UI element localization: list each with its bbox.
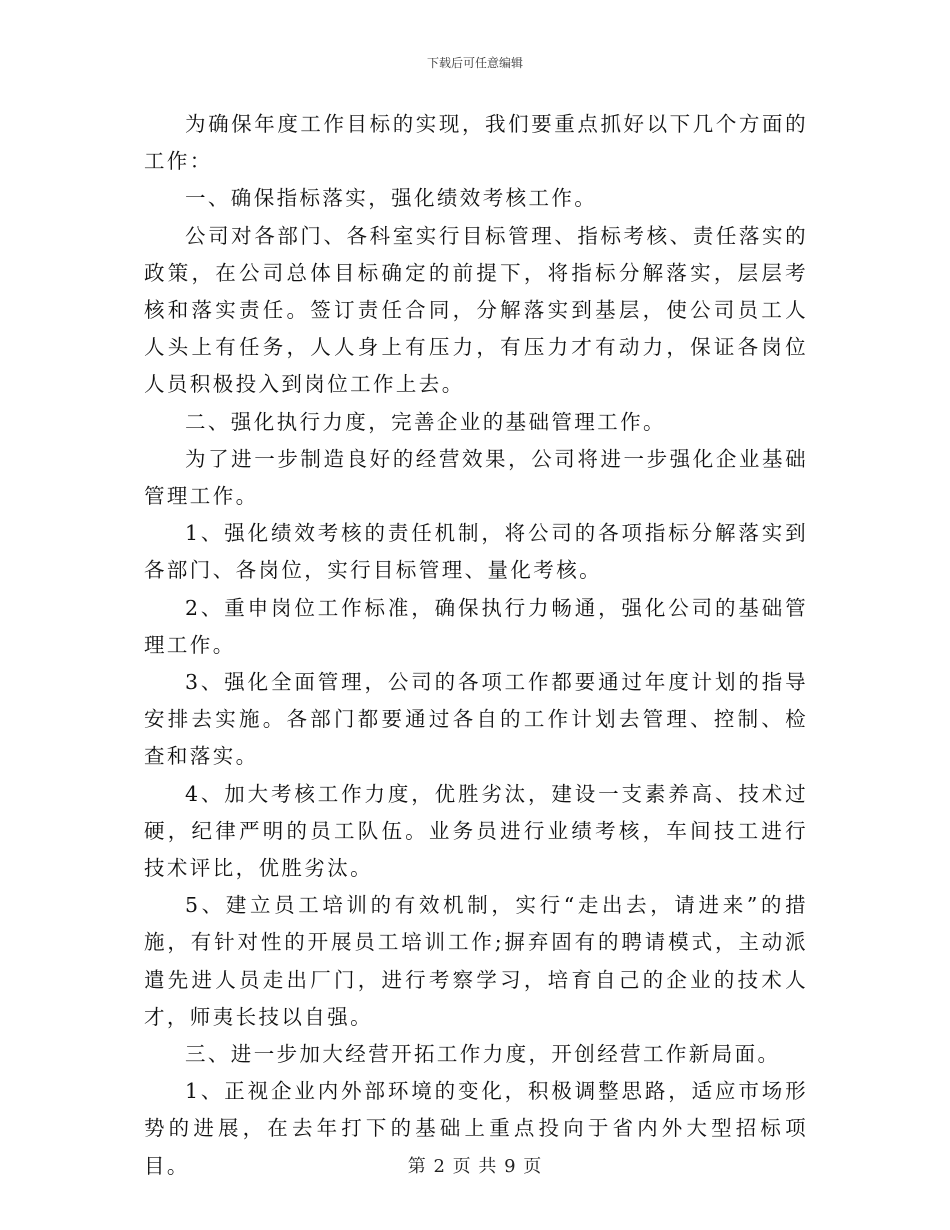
paragraph-intro: 为确保年度工作目标的实现，我们要重点抓好以下几个方面的工作： xyxy=(144,112,808,174)
paragraph: 为了进一步制造良好的经营效果，公司将进一步强化企业基础管理工作。 xyxy=(144,446,808,509)
section-heading-2: 二、强化执行力度，完善企业的基础管理工作。 xyxy=(185,409,666,434)
list-item: 1、正视企业内外部环境的变化，积极调整思路，适应市场形势的进展，在去年打下的基础上重点投向于省内外大型招标项目。 xyxy=(144,1079,808,1178)
document-body xyxy=(144,106,808,1185)
page-header-note: 下载后可任意编辑 xyxy=(426,56,523,70)
page-number: 第 2 页 共 9 页 xyxy=(407,1156,543,1177)
list-item: 3、强化全面管理，公司的各项工作都要通过年度计划的指导安排去实施。各部门都要通过各自的工作计划去管理、控制、检查和落实。 xyxy=(144,670,808,769)
list-item: 5、建立员工培训的有效机制，实行“走出去，请进来”的措施，有针对性的开展员工培训工作;摒弃固有的聘请模式，主动派遣先进人员走出厂门，进行考察学习，培育自己的企业的技术人才，师夷长技以自强。 xyxy=(144,893,808,1029)
section-heading-1: 一、确保指标落实，强化绩效考核工作。 xyxy=(185,186,598,211)
paragraph: 公司对各部门、各科室实行目标管理、指标考核、责任落实的政策，在公司总体目标确定的前提下，将指标分解落实，层层考核和落实责任。签订责任合同，分解落实到基层，使公司员工人人头上有任务，人人身上有压力，有压力才有动力，保证各岗位人员积极投入到岗位工作上去。 xyxy=(144,223,808,397)
list-item: 4、加大考核工作力度，优胜劣汰，建设一支素养高、技术过硬，纪律严明的员工队伍。业务员进行业绩考核，车间技工进行技术评比，优胜劣汰。 xyxy=(144,781,808,881)
list-item: 1、强化绩效考核的责任机制，将公司的各项指标分解落实到各部门、各岗位，实行目标管理、量化考核。 xyxy=(144,521,808,583)
section-heading-3: 三、进一步加大经营开拓工作力度，开创经营工作新局面。 xyxy=(185,1042,781,1067)
list-item: 2、重申岗位工作标准，确保执行力畅通，强化公司的基础管理工作。 xyxy=(144,595,808,657)
